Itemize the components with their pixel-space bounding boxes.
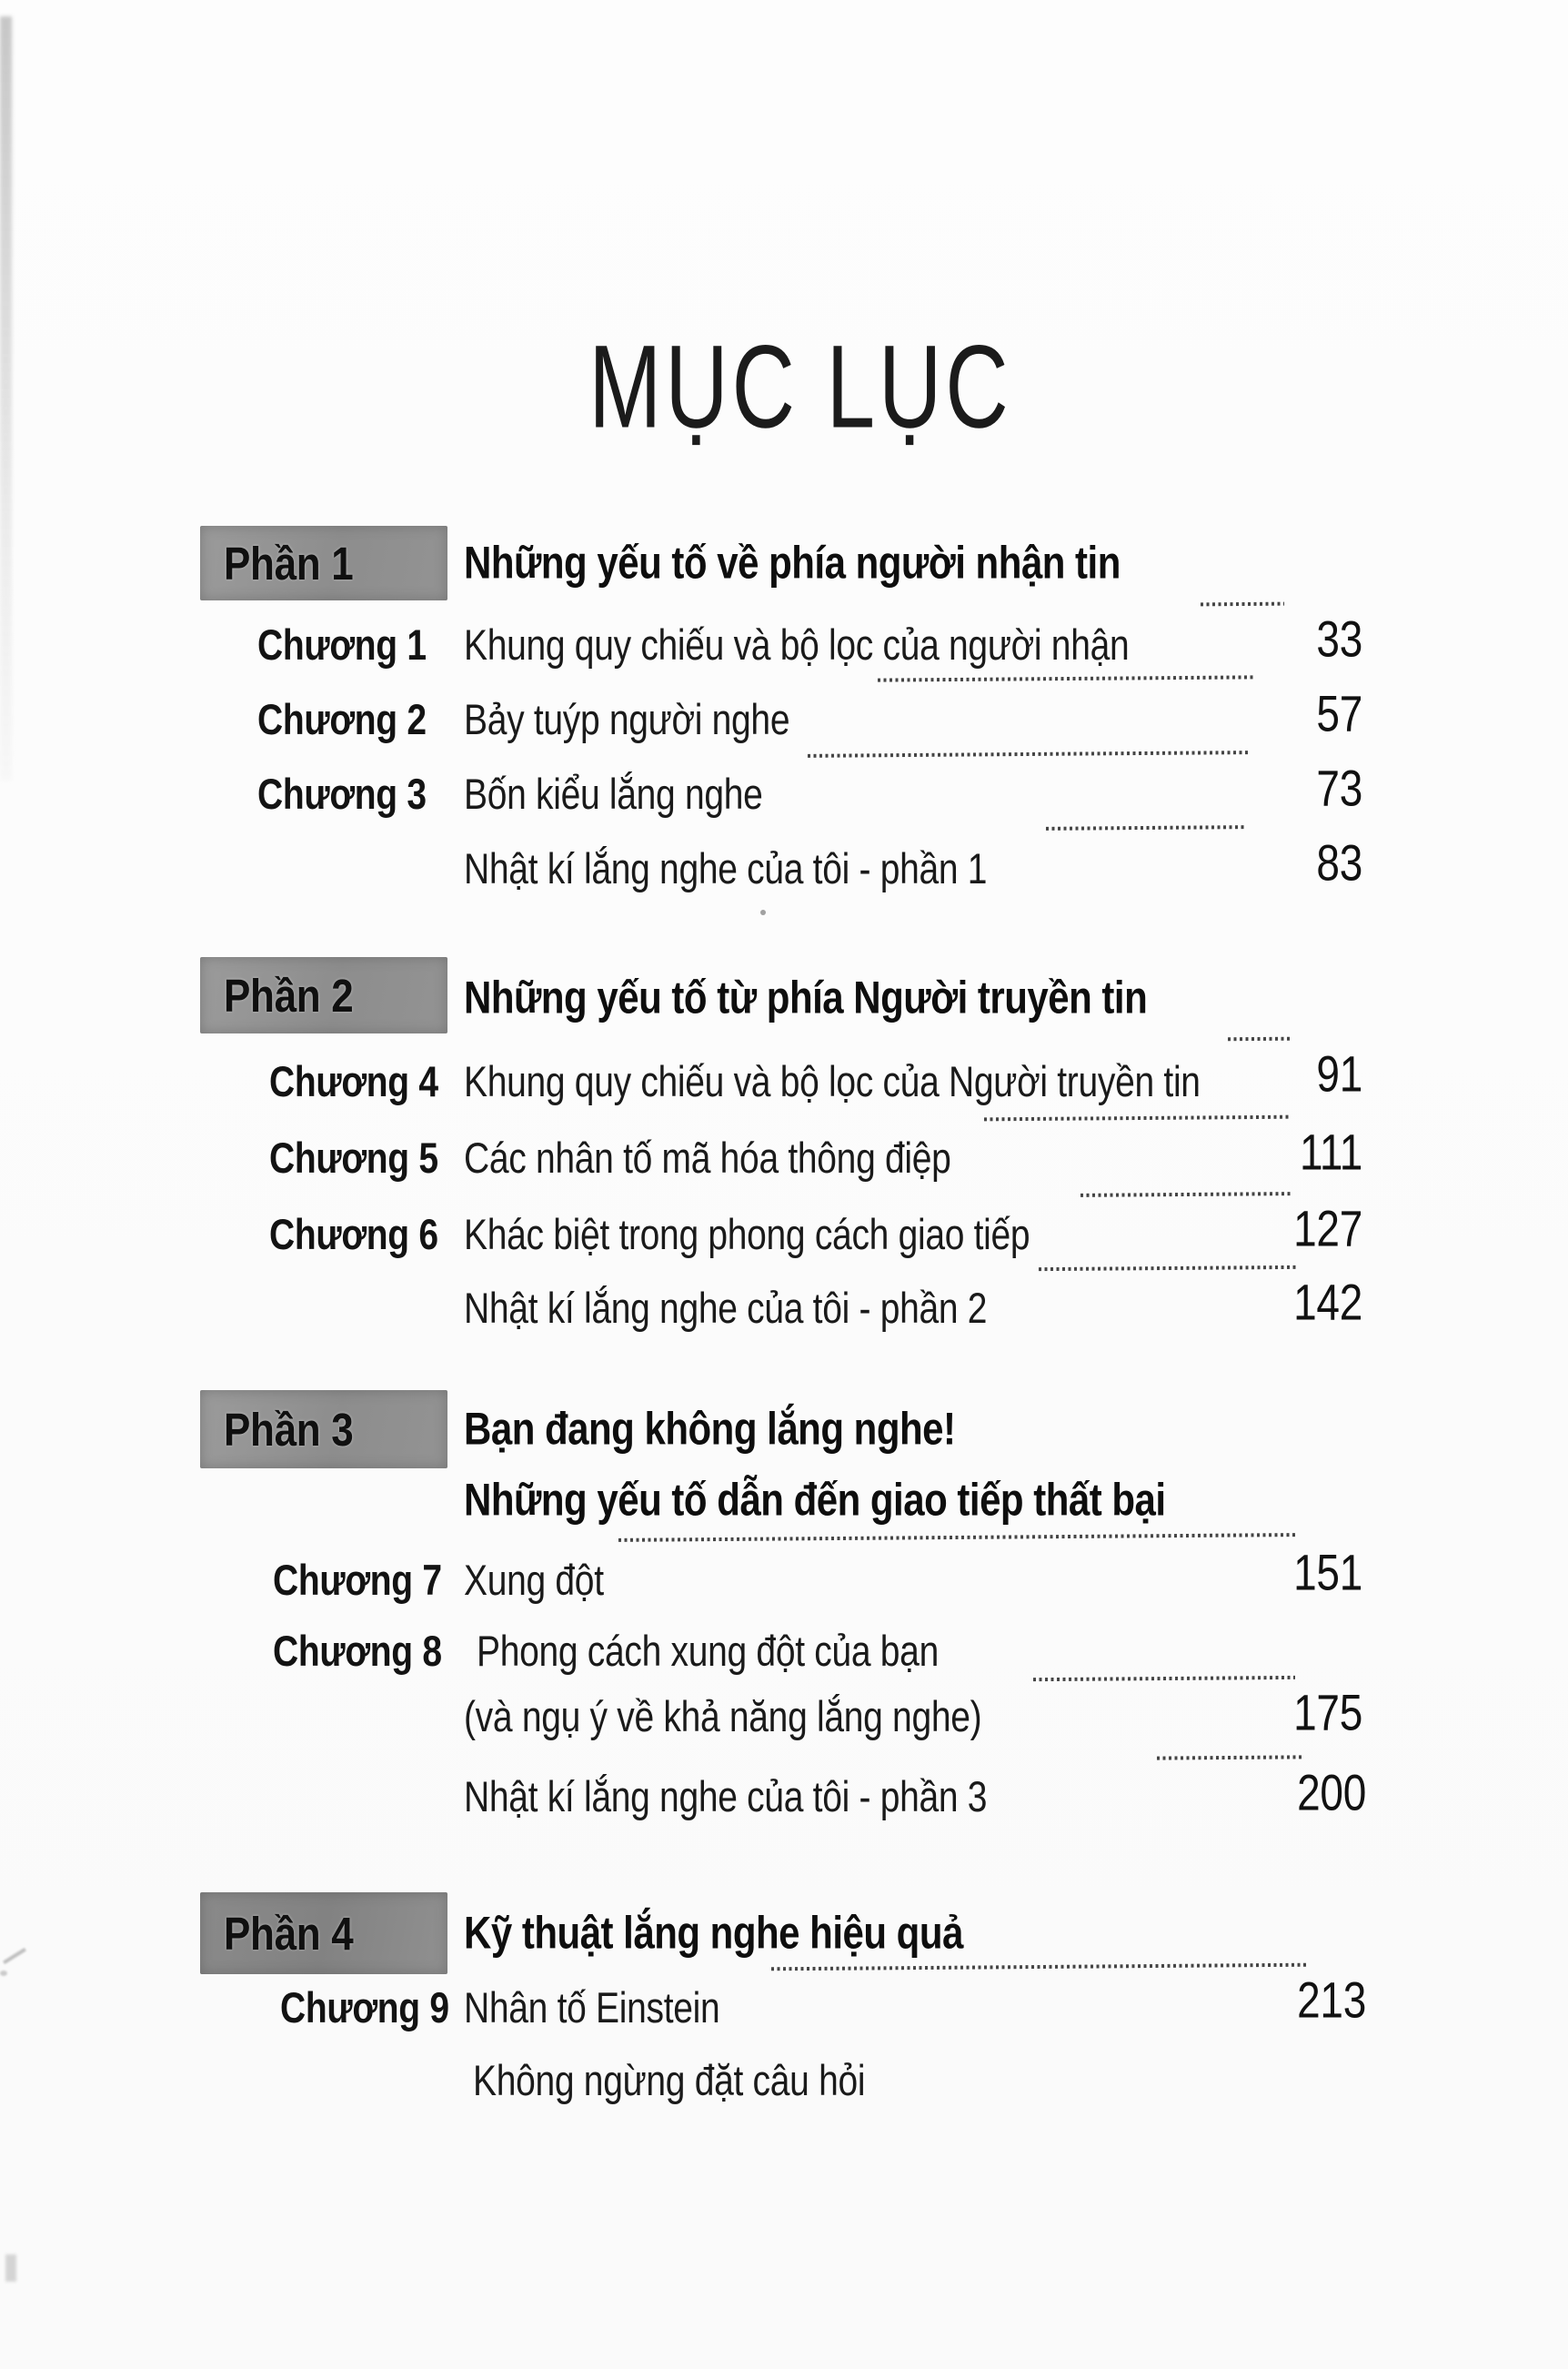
part-1-box	[200, 526, 447, 600]
page-number: 151	[1293, 1544, 1362, 1601]
entry-title: Khung quy chiếu và bộ lọc của người nhận	[464, 622, 1130, 670]
page-number: 57	[1316, 685, 1362, 742]
entry-title: Bảy tuýp người nghe	[464, 697, 790, 744]
dotted-leader	[618, 1533, 1295, 1542]
dotted-leader	[984, 1115, 1292, 1122]
dotted-leader	[1201, 602, 1284, 607]
page-number: 200	[1297, 1764, 1366, 1821]
chapter-label: Chương 4	[269, 1059, 438, 1106]
scan-artifact	[3, 1948, 26, 1964]
entry-title: Nhật kí lắng nghe của tôi - phần 2	[464, 1285, 988, 1333]
chapter-label: Chương 8	[273, 1628, 442, 1676]
part-4-box	[200, 1892, 447, 1974]
part-1-label: Phần 1	[224, 539, 354, 590]
entry-title: Bốn kiểu lắng nghe	[464, 771, 763, 819]
chapter-label: Chương 5	[269, 1135, 438, 1183]
scan-artifact	[5, 2254, 16, 2282]
chapter-label: Chương 1	[257, 622, 427, 670]
page-title: MỤC LỤC	[588, 321, 1012, 453]
dotted-leader	[1081, 1192, 1293, 1197]
section-3-title-line-2: Những yếu tố dẫn đến giao tiếp thất bại	[464, 1474, 1166, 1526]
page-number: 142	[1293, 1274, 1362, 1331]
part-3-label: Phần 3	[224, 1405, 354, 1457]
dotted-leader	[1228, 1037, 1290, 1042]
scan-artifact	[0, 16, 12, 781]
page-number: 111	[1299, 1124, 1362, 1181]
entry-title: Khung quy chiếu và bộ lọc của Người truyền tin	[464, 1059, 1201, 1106]
dotted-leader	[1157, 1755, 1302, 1759]
section-2-title: Những yếu tố từ phía Người truyền tin	[464, 972, 1148, 1023]
page-number: 127	[1293, 1200, 1362, 1257]
entry-title: Nhật kí lắng nghe của tôi - phần 1	[464, 846, 988, 893]
dotted-leader	[771, 1963, 1306, 1971]
part-2-label: Phần 2	[224, 971, 354, 1023]
scan-artifact	[760, 910, 766, 915]
dotted-leader	[878, 675, 1253, 681]
page-number: 213	[1297, 1971, 1366, 2029]
dotted-leader	[808, 751, 1248, 758]
chapter-label: Chương 7	[273, 1557, 442, 1605]
dotted-leader	[1039, 1265, 1296, 1271]
section-3-title-line-1: Bạn đang không lắng nghe!	[464, 1403, 956, 1455]
entry-title: Nhật kí lắng nghe của tôi - phần 3	[464, 1774, 988, 1821]
part-2-box	[200, 957, 447, 1033]
chapter-label: Chương 2	[257, 697, 427, 744]
chapter-label: Chương 9	[280, 1985, 449, 2032]
part-3-box	[200, 1390, 447, 1468]
page-number: 175	[1293, 1684, 1362, 1741]
part-4-label: Phần 4	[224, 1909, 354, 1961]
chapter-label: Chương 6	[269, 1212, 438, 1259]
scan-artifact	[0, 1971, 7, 1976]
entry-title: Xung đột	[464, 1557, 604, 1605]
page-number: 83	[1316, 834, 1362, 892]
entry-title: Các nhân tố mã hóa thông điệp	[464, 1135, 951, 1183]
dotted-leader	[1033, 1676, 1295, 1681]
entry-title: (và ngụ ý về khả năng lắng nghe)	[464, 1694, 982, 1741]
entry-title: Nhân tố Einstein	[464, 1985, 720, 2032]
page-number: 33	[1316, 610, 1362, 668]
page-number: 91	[1316, 1045, 1362, 1103]
page-number: 73	[1316, 760, 1362, 817]
chapter-label: Chương 3	[257, 771, 427, 819]
section-1-title: Những yếu tố về phía người nhận tin	[464, 537, 1121, 589]
section-4-title: Kỹ thuật lắng nghe hiệu quả	[464, 1907, 963, 1959]
entry-title: Phong cách xung đột của bạn	[477, 1628, 939, 1676]
entry-title: Không ngừng đặt câu hỏi	[473, 2058, 866, 2105]
dotted-leader	[1046, 825, 1244, 831]
entry-title: Khác biệt trong phong cách giao tiếp	[464, 1212, 1030, 1259]
